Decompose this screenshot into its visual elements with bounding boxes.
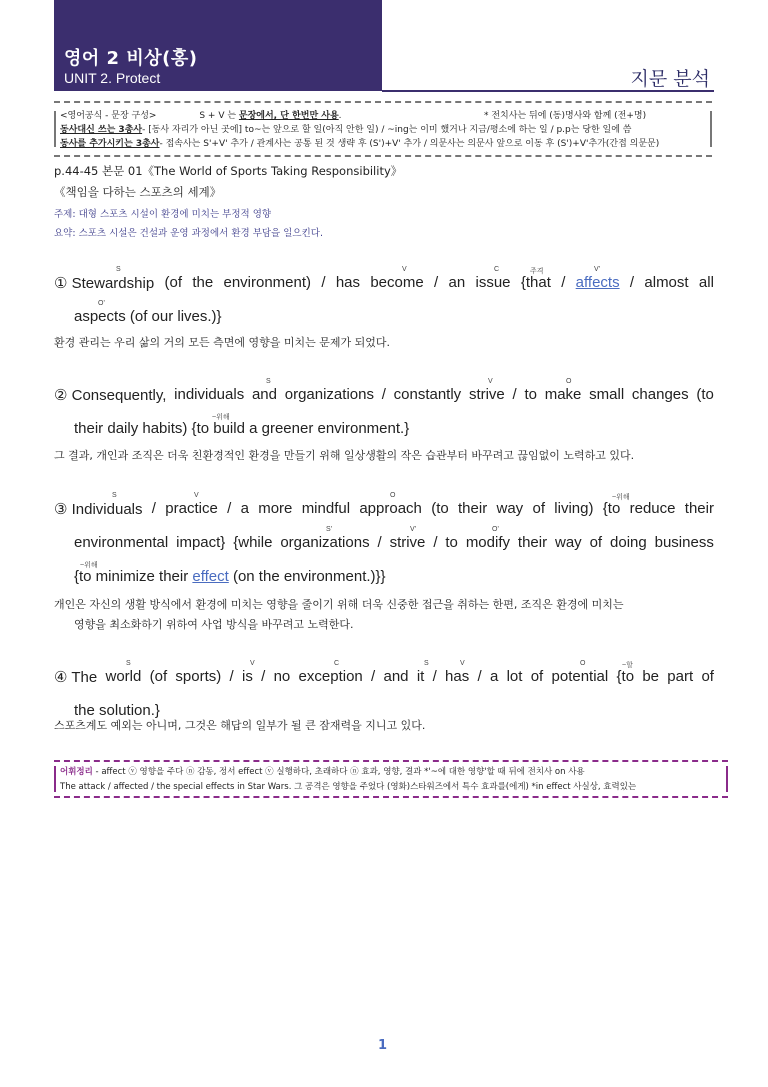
vocabulary-box	[54, 760, 728, 798]
vocab-highlight-effect: effect	[192, 568, 229, 585]
sentence-4-line-1: ④ The world (of sports) / is / no exception / and it / has / a lot of potential {to be part of	[54, 668, 714, 686]
sentence-3-line-1: ③ Individuals / practice / a more mindful approach (to their way of living) {to reduce their	[54, 500, 714, 518]
grammar-line-3: 동사를 추가시키는 3총사- 접속사는 S'+V' 추가 / 관계사는 공통 된 것 생략 후 (S')+V' 추가 / 의문사는 의문사 앞으로 이동 후 (S')+V'추가(간접 의문문)	[60, 139, 660, 149]
sentence-2-translation: 그 결과, 개인과 조직은 더욱 친환경적인 환경을 만들기 위해 일상생활의 작은 습관부터 바꾸려고 끊임없이 노력하고 있다.	[54, 449, 635, 462]
grammar-preposition-note: * 전치사는 뒤에 (동)명사와 함께 (전+명)	[484, 111, 647, 121]
sentence-1-line-2: aspects (of our lives.)}	[74, 308, 222, 325]
summary-line: 요약: 스포츠 시설은 건설과 운영 과정에서 환경 부담을 일으킨다.	[54, 228, 323, 239]
sentence-3-translation-2: 영향을 최소화하기 위하여 사업 방식을 바꾸려고 노력한다.	[74, 618, 354, 631]
sentence-1-translation: 환경 관리는 우리 삶의 거의 모든 측면에 영향을 미치는 문제가 되었다.	[54, 336, 390, 349]
vocabulary-line-2: The attack / affected / the special effects in Star Wars. 그 공격은 영향을 주었다 (영화)스타워즈에서 특수 효과를(에게) *in effect 사실상, 효력있는	[60, 782, 637, 792]
sentence-4-translation: 스포츠계도 예외는 아니며, 그것은 해답의 일부가 될 큰 잠재력을 지니고 있다.	[54, 719, 426, 732]
sentence-2-line-1: ② Consequently, individuals and organizations / constantly strive / to make small changes (to	[54, 386, 714, 404]
vocabulary-label: 어휘정리	[60, 767, 93, 777]
vocab-highlight-affects: affects	[575, 274, 620, 291]
vocabulary-line-1: 어휘정리 - affect ⓥ 영향을 주다 ⓝ 감동, 정서 effect ⓥ 실행하다, 초래하다 ⓝ 효과, 영향, 결과 *'~에 대한 영향'할 때 뒤에 전치사 on 사용	[60, 767, 585, 777]
grammar-formula-box	[54, 101, 712, 157]
sentence-3: S V O ~위해 ③ Individuals / practice / a more mindful approach (to their way of living) {to reduce their S' V' O' environmental impact} {while organizations / strive / to modify their way of doing business ~위해 {to minimize their effect (on the environment.)}}	[54, 492, 714, 585]
page-number: 1	[378, 1038, 388, 1053]
sentence-3-line-3: {to minimize their effect (on the environment.)}}	[74, 568, 386, 585]
sentence-3-line-2: environmental impact} {while organizations / strive / to modify their way of doing business	[74, 534, 714, 551]
source-line: p.44-45 본문 01《The World of Sports Taking Responsibility》	[54, 164, 403, 178]
grammar-line-1: <영어공식 - 문장 구성> S + V 는 문장에서, 단 한번만 사용.	[60, 111, 342, 121]
sentence-2-line-2: their daily habits) {to build a greener environment.}	[74, 420, 410, 437]
sentence-1: S V C 주격 V' ① Stewardship (of the environment) / has become / an issue {that / affects / almost all O' aspects (of our lives.)}	[54, 266, 714, 325]
sentence-4: S V C S V O ~할 ④ The world (of sports) / is / no exception / and it / has / a lot of potential {to be part of the solution.}	[54, 660, 714, 719]
grammar-line-2: 동사대신 쓰는 3총사- [동사 자리가 아닌 곳에] to~는 앞으로 할 일(아직 안한 일) / ~ing는 이미 했거나 지금/평소에 하는 일 / p.p는 당한 일에 씀	[60, 125, 632, 135]
sentence-3-translation-1: 개인은 자신의 생활 방식에서 환경에 미치는 영향을 줄이기 위해 더욱 신중한 접근을 취하는 한편, 조직은 환경에 미치는	[54, 598, 624, 611]
sentence-4-line-2: the solution.}	[74, 702, 160, 719]
textbook-title: 영어 2 비상(홍)	[64, 48, 198, 69]
sentence-2: S V O ② Consequently, individuals and organizations / constantly strive / to make small changes (to ~위해 their daily habits) {to build a greener environment.}	[54, 378, 714, 437]
theme-line: 주제: 대형 스포츠 시설이 환경에 미치는 부정적 영향	[54, 209, 272, 220]
header-banner	[54, 0, 382, 91]
sentence-1-line-1: ① Stewardship (of the environment) / has become / an issue {that / affects / almost all	[54, 274, 714, 292]
korean-subtitle: 《책임을 다하는 스포츠의 세계》	[54, 185, 222, 199]
section-title: 지문 분석	[630, 68, 710, 90]
unit-title: UNIT 2. Protect	[64, 70, 161, 86]
